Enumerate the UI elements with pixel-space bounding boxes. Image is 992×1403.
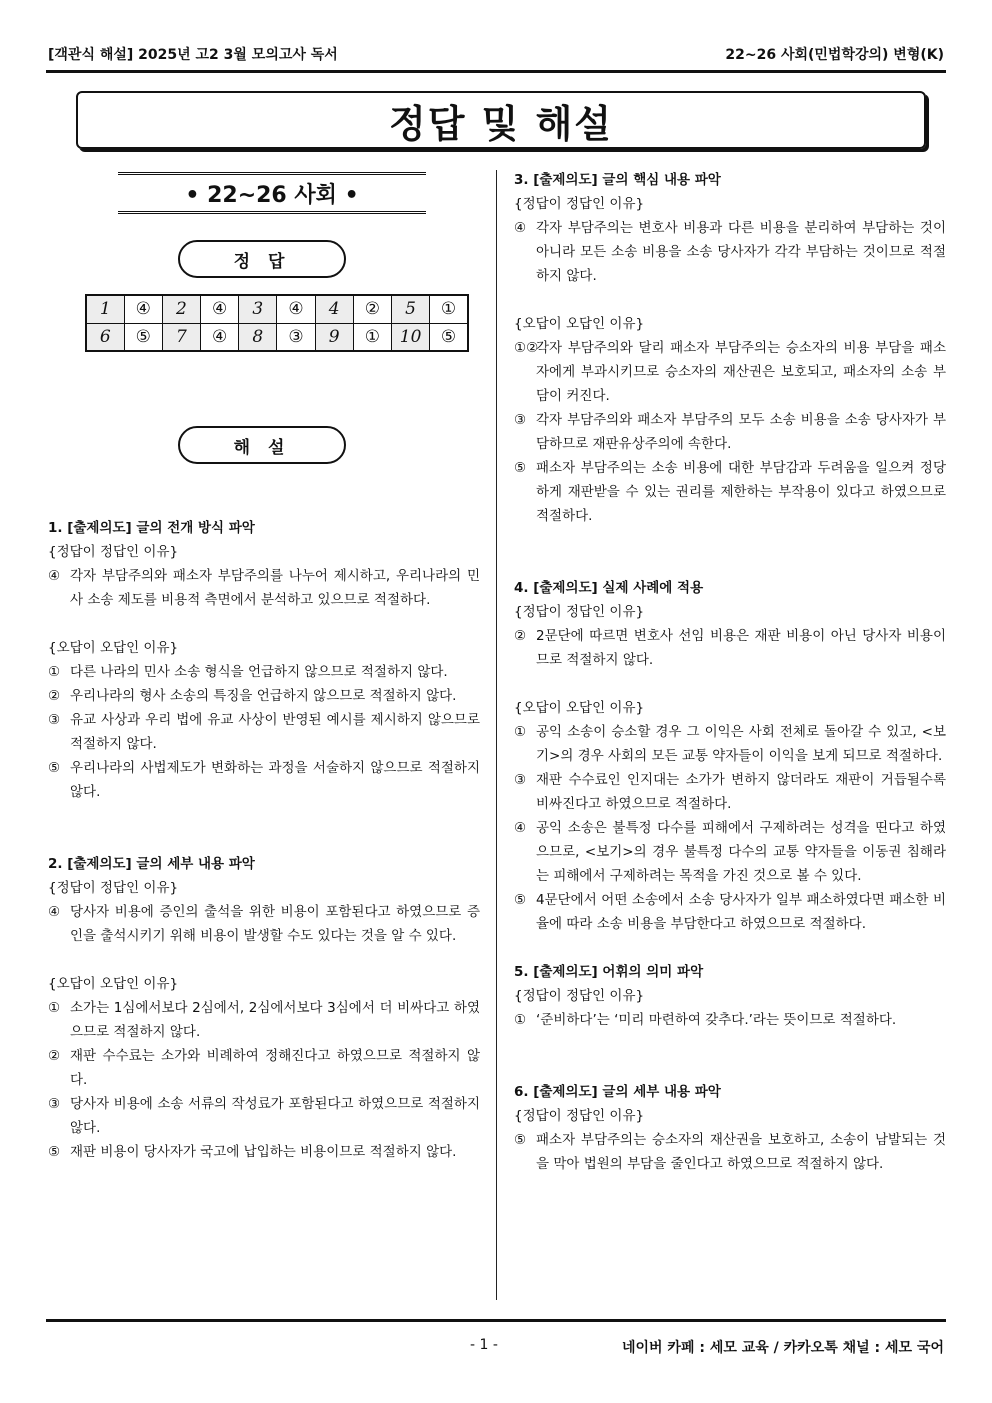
answer-row <box>86 295 468 323</box>
question-title: 4. [출제의도] 실제 사례에 적용 <box>514 580 704 596</box>
correct-reason-heading: {정답이 정답인 이유} <box>514 604 645 620</box>
explanation-text: 패소자 부담주의는 소송 비용에 대한 부담감과 두려움을 일으켜 정당하게 재판받을 수 있는 권리를 제한하는 부작용이 있다고 하였으므로 적절하다. <box>536 460 946 524</box>
question-number: 8 <box>239 323 277 351</box>
question-6-explanation <box>514 1080 946 1176</box>
explanation-item <box>48 564 480 612</box>
correct-reason-heading: {정답이 정답인 이유} <box>48 544 179 560</box>
explanation-item <box>514 816 946 888</box>
explanation-item <box>514 216 946 288</box>
page-number: - 1 - <box>470 1337 498 1353</box>
explanation-item <box>48 900 480 948</box>
question-number: 10 <box>392 323 430 351</box>
choice-marker: ④ <box>48 568 61 584</box>
footer-contact: 네이버 카페 : 세모 교육 / 카카오톡 채널 : 세모 국어 <box>621 1340 944 1356</box>
choice-marker: ③ <box>514 412 527 428</box>
explanation-item <box>48 684 480 708</box>
explanation-text: 당사자 비용에 소송 서류의 작성료가 포함된다고 하였으므로 적절하지 않다. <box>70 1096 480 1136</box>
choice-marker: ⑤ <box>48 760 61 776</box>
choice-marker: ③ <box>48 1096 61 1112</box>
explanation-text: 당사자 비용에 증인의 출석을 위한 비용이 포함된다고 하였으므로 증인을 출석시키기 위해 비용이 발생할 수도 있다는 것을 알 수 있다. <box>70 904 480 944</box>
section-heading: • 22~26 사회 • <box>118 172 426 214</box>
explanation-item <box>514 408 946 456</box>
question-5-explanation <box>514 960 946 1032</box>
choice-marker: ⑤ <box>48 1144 61 1160</box>
choice-marker: ③ <box>48 712 61 728</box>
answer-value: ⑤ <box>430 323 468 351</box>
question-3-explanation <box>514 168 946 528</box>
choice-marker: ① <box>48 1000 61 1016</box>
question-number: 1 <box>86 295 124 323</box>
explanation-text: 재판 수수료인 인지대는 소가가 변하지 않더라도 재판이 거듭될수록 비싸진다고 하였으므로 적절하다. <box>536 772 946 812</box>
explanation-item <box>514 888 946 936</box>
question-number: 9 <box>315 323 353 351</box>
question-number: 5 <box>392 295 430 323</box>
wrong-reason-heading: {오답이 오답인 이유} <box>514 316 645 332</box>
explanation-text: 유교 사상과 우리 법에 유교 사상이 반영된 예시를 제시하지 않으므로 적절하지 않다. <box>70 712 480 752</box>
question-number: 4 <box>315 295 353 323</box>
explanation-text: 소가는 1심에서보다 2심에서, 2심에서보다 3심에서 더 비싸다고 하였으므로 적절하지 않다. <box>70 1000 480 1040</box>
answer-value: ④ <box>124 295 162 323</box>
explanation-text: 재판 수수료는 소가와 비례하여 정해진다고 하였으므로 적절하지 않다. <box>70 1048 480 1088</box>
explanation-item <box>48 660 480 684</box>
explanation-text: 공익 소송은 불특정 다수를 피해에서 구제하려는 성격을 띤다고 하였으므로, <보기>의 경우 불특정 다수의 교통 약자들을 이동권 침해라는 피해에서 구제하려는 목적을 가진 것으로 볼 수 있다. <box>536 820 946 884</box>
explanation-text: 공익 소송이 승소할 경우 그 이익은 사회 전체로 돌아갈 수 있고, <보기>의 경우 사회의 모든 교통 약자들이 이익을 보게 되므로 적절하다. <box>536 724 946 764</box>
answer-value: ① <box>430 295 468 323</box>
page-title: 정답 및 해설 <box>76 91 926 149</box>
choice-marker: ④ <box>514 820 527 836</box>
explanation-text: 각자 부담주의와 달리 패소자 부담주의는 승소자의 비용 부담을 패소자에게 부과시키므로 승소자의 재산권은 보호되고, 패소자의 소송 부담이 커진다. <box>536 340 946 404</box>
explanation-text: 우리나라의 사법제도가 변화하는 과정을 서술하지 않으므로 적절하지 않다. <box>70 760 480 800</box>
explanation-text: 각자 부담주의는 변호사 비용과 다른 비용을 분리하여 부담하는 것이 아니라 모든 소송 비용을 소송 당사자가 각각 부담하는 것이므로 적절하지 않다. <box>536 220 946 284</box>
answer-value: ④ <box>201 323 239 351</box>
explanation-item <box>514 1008 946 1032</box>
choice-marker: ① <box>514 1012 527 1028</box>
correct-reason-heading: {정답이 정답인 이유} <box>514 196 645 212</box>
answer-value: ⑤ <box>124 323 162 351</box>
question-1-explanation <box>48 516 480 804</box>
left-column <box>48 516 480 1188</box>
explanation-item <box>48 1092 480 1140</box>
explanation-item <box>514 336 946 408</box>
correct-reason-heading: {정답이 정답인 이유} <box>514 1108 645 1124</box>
explanation-label: 해 설 <box>178 426 346 464</box>
footer-rule <box>46 1319 946 1322</box>
question-number: 7 <box>162 323 200 351</box>
choice-marker: ⑤ <box>514 892 527 908</box>
explanation-item <box>514 456 946 528</box>
header-rule <box>46 70 946 73</box>
answer-row <box>86 323 468 351</box>
question-number: 2 <box>162 295 200 323</box>
question-title: 3. [출제의도] 글의 핵심 내용 파악 <box>514 172 721 188</box>
explanation-item <box>48 1044 480 1092</box>
choice-marker: ④ <box>48 904 61 920</box>
column-divider <box>496 170 497 1300</box>
explanation-item <box>514 1128 946 1176</box>
choice-marker: ③ <box>514 772 527 788</box>
wrong-reason-heading: {오답이 오답인 이유} <box>48 976 179 992</box>
answer-value: ③ <box>277 323 315 351</box>
choice-marker: ⑤ <box>514 460 527 476</box>
explanation-item <box>514 768 946 816</box>
correct-reason-heading: {정답이 정답인 이유} <box>48 880 179 896</box>
explanation-item <box>514 624 946 672</box>
choice-marker: ② <box>48 1048 61 1064</box>
header-left-title: [객관식 해설] 2025년 고2 3월 모의고사 독서 <box>48 47 338 63</box>
choice-marker: ④ <box>514 220 527 236</box>
question-title: 6. [출제의도] 글의 세부 내용 파악 <box>514 1084 721 1100</box>
explanation-item <box>514 720 946 768</box>
explanation-text: 재판 비용이 당사자가 국고에 납입하는 비용이므로 적절하지 않다. <box>70 1144 457 1160</box>
question-2-explanation <box>48 852 480 1164</box>
choice-marker: ① <box>48 664 61 680</box>
answer-label: 정 답 <box>178 240 346 278</box>
answer-table <box>85 294 469 352</box>
choice-marker: ⑤ <box>514 1132 527 1148</box>
explanation-text: 각자 부담주의와 패소자 부담주의를 나누어 제시하고, 우리나라의 민사 소송 제도를 비용적 측면에서 분석하고 있으므로 적절하다. <box>70 568 480 608</box>
wrong-reason-heading: {오답이 오답인 이유} <box>48 640 179 656</box>
correct-reason-heading: {정답이 정답인 이유} <box>514 988 645 1004</box>
explanation-text: ‘준비하다’는 ‘미리 마련하여 갖추다.’라는 뜻이므로 적절하다. <box>536 1012 897 1028</box>
choice-marker: ② <box>514 628 527 644</box>
question-number: 6 <box>86 323 124 351</box>
right-column <box>514 168 946 1200</box>
explanation-text: 2문단에 따르면 변호사 선임 비용은 재판 비용이 아닌 당사자 비용이므로 적절하지 않다. <box>536 628 946 668</box>
explanation-item <box>48 1140 480 1164</box>
explanation-item <box>48 756 480 804</box>
explanation-text: 다른 나라의 민사 소송 형식을 언급하지 않으므로 적절하지 않다. <box>70 664 448 680</box>
header-right-title: 22~26 사회(민법학강의) 변형(K) <box>725 47 944 63</box>
question-4-explanation <box>514 576 946 936</box>
answer-value: ② <box>353 295 391 323</box>
answer-value: ④ <box>201 295 239 323</box>
choice-marker: ② <box>48 688 61 704</box>
question-title: 2. [출제의도] 글의 세부 내용 파악 <box>48 856 255 872</box>
choice-marker: ①② <box>514 340 539 356</box>
explanation-text: 우리나라의 형사 소송의 특징을 언급하지 않으므로 적절하지 않다. <box>70 688 457 704</box>
question-title: 5. [출제의도] 어휘의 의미 파악 <box>514 964 704 980</box>
explanation-text: 4문단에서 어떤 소송에서 소송 당사자가 일부 패소하였다면 패소한 비율에 따라 소송 비용을 부담한다고 하였으므로 적절하다. <box>536 892 946 932</box>
explanation-text: 각자 부담주의와 패소자 부담주의 모두 소송 비용을 소송 당사자가 부담하므로 재판유상주의에 속한다. <box>536 412 946 452</box>
question-number: 3 <box>239 295 277 323</box>
wrong-reason-heading: {오답이 오답인 이유} <box>514 700 645 716</box>
question-title: 1. [출제의도] 글의 전개 방식 파악 <box>48 520 255 536</box>
explanation-item <box>48 996 480 1044</box>
explanation-text: 패소자 부담주의는 승소자의 재산권을 보호하고, 소송이 남발되는 것을 막아 법원의 부담을 줄인다고 하였으므로 적절하지 않다. <box>536 1132 946 1172</box>
choice-marker: ① <box>514 724 527 740</box>
explanation-item <box>48 708 480 756</box>
answer-value: ① <box>353 323 391 351</box>
answer-value: ④ <box>277 295 315 323</box>
